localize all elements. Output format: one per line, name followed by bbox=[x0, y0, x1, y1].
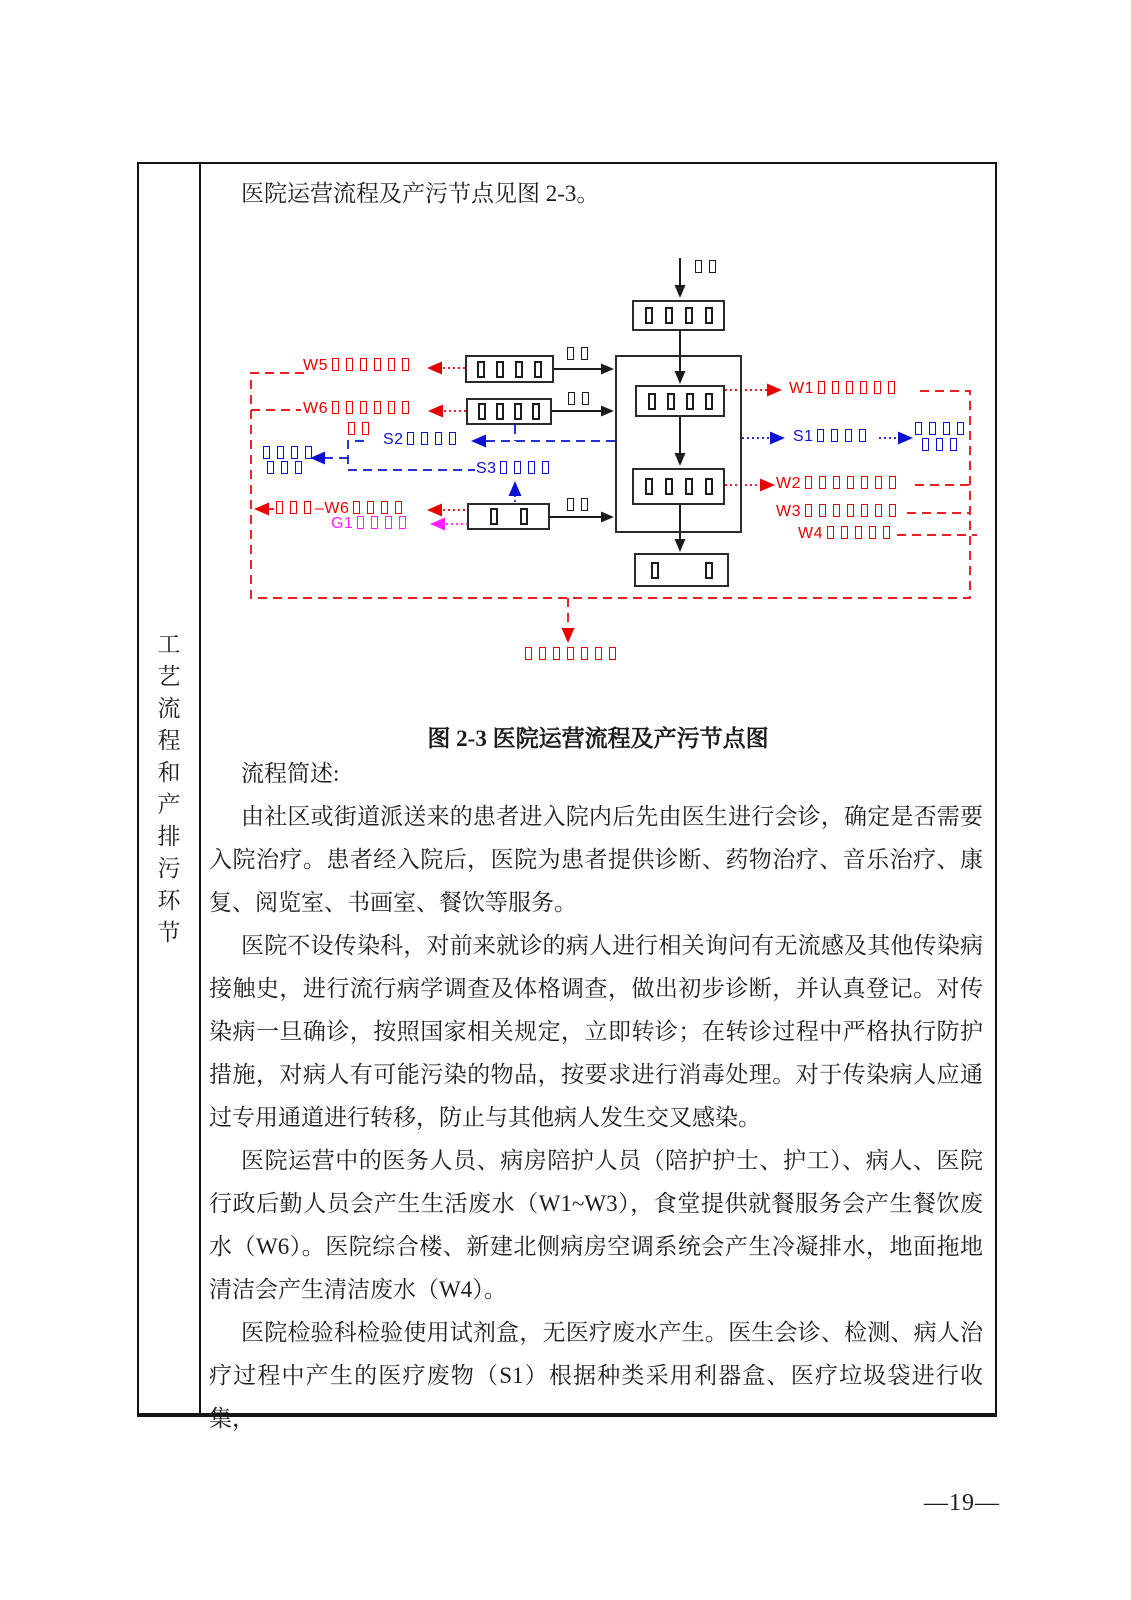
arrowhead-icon bbox=[562, 628, 575, 643]
missing-glyph-box bbox=[841, 526, 848, 539]
body-paragraph: 由社区或街道派送来的患者进入院内后先由医生进行会诊，确定是否需要入院治疗。患者经入院后，医院为患者提供诊断、药物治疗、音乐治疗、康复、阅览室、书画室、餐饮等服务。 bbox=[209, 804, 983, 915]
arrowhead-icon bbox=[254, 503, 269, 516]
label-right-store-line2 bbox=[918, 438, 960, 454]
missing-glyph-box bbox=[490, 508, 498, 525]
missing-glyph-box bbox=[353, 501, 360, 514]
missing-glyph-box bbox=[528, 461, 535, 474]
missing-glyph-box bbox=[332, 358, 339, 371]
figure-canvas bbox=[201, 240, 995, 680]
missing-glyph-box bbox=[667, 393, 675, 410]
missing-glyph-box bbox=[449, 432, 456, 445]
sidebar-label-char: 和 bbox=[157, 760, 181, 785]
sidebar-label-char: 产 bbox=[157, 792, 181, 817]
arrowhead-icon bbox=[675, 285, 686, 298]
label-text: S3 bbox=[476, 460, 497, 477]
missing-glyph-box bbox=[943, 422, 950, 435]
missing-glyph-box bbox=[645, 478, 653, 495]
missing-glyph-box bbox=[374, 401, 381, 414]
missing-glyph-box bbox=[367, 501, 374, 514]
missing-glyph-box bbox=[595, 647, 602, 660]
missing-glyph-box bbox=[818, 381, 825, 394]
label-s2 bbox=[383, 432, 460, 448]
missing-glyph-box bbox=[582, 392, 589, 405]
label-text: S2 bbox=[383, 431, 404, 448]
missing-glyph-box bbox=[371, 516, 378, 529]
missing-glyph-box bbox=[305, 446, 312, 459]
label-text: G1 bbox=[331, 515, 354, 532]
edge-label-2 bbox=[564, 392, 592, 408]
missing-glyph-box bbox=[831, 429, 838, 442]
label-grease-trap bbox=[272, 501, 314, 517]
label-w6-line2 bbox=[344, 422, 372, 438]
label-s3 bbox=[476, 461, 553, 477]
missing-glyph-box bbox=[832, 381, 839, 394]
missing-glyph-box bbox=[496, 361, 504, 378]
sidebar-label-char: 节 bbox=[157, 920, 181, 945]
missing-glyph-box bbox=[950, 438, 957, 451]
label-sewage-treatment bbox=[521, 647, 619, 663]
missing-glyph-box bbox=[567, 498, 574, 511]
intro-line: 医院运营流程及产污节点见图 2-3。 bbox=[241, 181, 600, 206]
arrowhead-icon bbox=[601, 364, 614, 375]
missing-glyph-box bbox=[346, 401, 353, 414]
missing-glyph-box bbox=[346, 358, 353, 371]
label-text: W6 bbox=[303, 400, 328, 417]
missing-glyph-box bbox=[957, 422, 964, 435]
missing-glyph-box bbox=[705, 478, 713, 495]
missing-glyph-box bbox=[695, 260, 702, 273]
arrowhead-icon bbox=[767, 384, 782, 397]
label-text: W3 bbox=[776, 503, 801, 520]
missing-glyph-box bbox=[685, 478, 693, 495]
sidebar-label-char: 环 bbox=[157, 888, 181, 913]
label-w3 bbox=[776, 504, 899, 520]
missing-glyph-box bbox=[332, 401, 339, 414]
page-number: —19— bbox=[924, 1490, 1000, 1516]
missing-glyph-box bbox=[360, 358, 367, 371]
missing-glyph-box bbox=[276, 501, 283, 514]
missing-glyph-box bbox=[845, 429, 852, 442]
missing-glyph-box bbox=[360, 401, 367, 414]
missing-glyph-box bbox=[567, 347, 574, 360]
missing-glyph-box bbox=[304, 501, 311, 514]
missing-glyph-box bbox=[875, 504, 882, 517]
label-g1 bbox=[331, 516, 409, 532]
arrowhead-icon bbox=[675, 539, 686, 552]
edge-label-3 bbox=[563, 498, 591, 514]
missing-glyph-box bbox=[859, 429, 866, 442]
sidebar-label-char: 排 bbox=[157, 824, 181, 849]
missing-glyph-box bbox=[542, 461, 549, 474]
missing-glyph-box bbox=[805, 476, 812, 489]
missing-glyph-box bbox=[435, 432, 442, 445]
flow-edges-svg bbox=[201, 240, 995, 680]
missing-glyph-box bbox=[609, 647, 616, 660]
label-top-input bbox=[691, 260, 719, 276]
missing-glyph-box bbox=[500, 461, 507, 474]
missing-glyph-box bbox=[922, 438, 929, 451]
missing-glyph-box bbox=[705, 307, 713, 324]
missing-glyph-box bbox=[362, 422, 369, 435]
missing-glyph-box bbox=[395, 501, 402, 514]
missing-glyph-box bbox=[399, 516, 406, 529]
arrowhead-icon bbox=[427, 504, 442, 517]
body-paragraph: 医院检验科检验使用试剂盒，无医疗废水产生。医生会诊、检测、病人治疗过程中产生的医疗废物（S1）根据种类采用利器盒、医疗垃圾袋进行收集， bbox=[209, 1320, 983, 1431]
arrowhead-icon bbox=[601, 512, 614, 523]
missing-glyph-box bbox=[520, 508, 528, 525]
label-text: W2 bbox=[776, 475, 801, 492]
missing-glyph-box bbox=[407, 432, 414, 445]
flow-container-box bbox=[615, 355, 742, 533]
missing-glyph-box bbox=[861, 476, 868, 489]
label-text: –W6 bbox=[315, 500, 350, 517]
missing-glyph-box bbox=[295, 461, 302, 474]
arrowhead-icon bbox=[428, 405, 443, 418]
label-text: S1 bbox=[793, 428, 814, 445]
label-text: W5 bbox=[303, 357, 328, 374]
missing-glyph-box bbox=[888, 381, 895, 394]
missing-glyph-box bbox=[929, 422, 936, 435]
missing-glyph-box bbox=[553, 647, 560, 660]
sidebar-label bbox=[158, 633, 181, 944]
missing-glyph-box bbox=[402, 401, 409, 414]
missing-glyph-box bbox=[477, 361, 485, 378]
missing-glyph-box bbox=[875, 476, 882, 489]
missing-glyph-box bbox=[567, 647, 574, 660]
missing-glyph-box bbox=[263, 446, 270, 459]
missing-glyph-box bbox=[421, 432, 428, 445]
missing-glyph-box bbox=[833, 504, 840, 517]
missing-glyph-box bbox=[525, 647, 532, 660]
missing-glyph-box bbox=[514, 461, 521, 474]
figure-caption: 图 2-3 医院运营流程及产污节点图 bbox=[427, 726, 769, 751]
missing-glyph-box bbox=[581, 347, 588, 360]
missing-glyph-box bbox=[581, 647, 588, 660]
missing-glyph-box bbox=[665, 478, 673, 495]
missing-glyph-box bbox=[478, 403, 486, 420]
sidebar-row-header bbox=[139, 164, 201, 1413]
label-text: W4 bbox=[798, 525, 823, 542]
flow-box-top bbox=[632, 300, 725, 331]
missing-glyph-box bbox=[539, 647, 546, 660]
missing-glyph-box bbox=[705, 393, 713, 410]
label-left-store-line1 bbox=[259, 446, 315, 462]
arrowhead-icon bbox=[427, 362, 442, 375]
missing-glyph-box bbox=[532, 403, 540, 420]
arrowhead-icon bbox=[430, 518, 445, 531]
missing-glyph-box bbox=[515, 361, 523, 378]
missing-glyph-box bbox=[267, 461, 274, 474]
missing-glyph-box bbox=[805, 504, 812, 517]
missing-glyph-box bbox=[645, 307, 653, 324]
sidebar-label-char: 流 bbox=[157, 696, 181, 721]
missing-glyph-box bbox=[709, 260, 716, 273]
missing-glyph-box bbox=[847, 476, 854, 489]
sidebar-label-char: 程 bbox=[157, 728, 181, 753]
label-w2 bbox=[776, 476, 899, 492]
missing-glyph-box bbox=[514, 403, 522, 420]
body-paragraph: 医院运营中的医务人员、病房陪护人员（陪护护士、护工）、病人、医院行政后勤人员会产生生活废水（W1~W3），食堂提供就餐服务会产生餐饮废水（W6）。医院综合楼、新建北侧病房空调系统会产生冷凝排水，地面拖地清洁会产生清洁废水（W4）。 bbox=[209, 1148, 983, 1302]
label-w5 bbox=[303, 358, 412, 374]
label-w6 bbox=[303, 401, 412, 417]
missing-glyph-box bbox=[685, 307, 693, 324]
missing-glyph-box bbox=[874, 381, 881, 394]
missing-glyph-box bbox=[860, 381, 867, 394]
label-w6b bbox=[315, 501, 405, 517]
missing-glyph-box bbox=[290, 501, 297, 514]
missing-glyph-box bbox=[847, 504, 854, 517]
missing-glyph-box bbox=[827, 526, 834, 539]
missing-glyph-box bbox=[915, 422, 922, 435]
missing-glyph-box bbox=[385, 516, 392, 529]
arrowhead-icon bbox=[601, 406, 614, 417]
label-text: W1 bbox=[789, 380, 814, 397]
feeder-box-1 bbox=[465, 355, 554, 383]
missing-glyph-box bbox=[534, 361, 542, 378]
missing-glyph-box bbox=[348, 422, 355, 435]
table-content-cell bbox=[201, 164, 995, 1431]
sidebar-label-char: 艺 bbox=[157, 664, 181, 689]
missing-glyph-box bbox=[648, 393, 656, 410]
missing-glyph-box bbox=[889, 476, 896, 489]
missing-glyph-box bbox=[665, 307, 673, 324]
body-paragraph: 流程简述: bbox=[241, 761, 340, 786]
missing-glyph-box bbox=[651, 562, 659, 579]
missing-glyph-box bbox=[855, 526, 862, 539]
arrowhead-icon bbox=[770, 432, 785, 445]
missing-glyph-box bbox=[869, 526, 876, 539]
missing-glyph-box bbox=[686, 393, 694, 410]
missing-glyph-box bbox=[705, 562, 713, 579]
edge-label-1 bbox=[563, 347, 591, 363]
label-right-store-line1 bbox=[911, 422, 967, 438]
arrowhead-icon bbox=[509, 481, 522, 496]
missing-glyph-box bbox=[402, 358, 409, 371]
body-paragraph: 医院不设传染科，对前来就诊的病人进行相关询问有无流感及其他传染病接触史，进行流行病学调查及体格调查，做出初步诊断，并认真登记。对传染病一旦确诊，按照国家相关规定，立即转诊；在转诊过程中严格执行防护措施，对病人有可能污染的物品，按要求进行消毒处理。对于传染病人应通过专用通道进行转移，防止与其他病人发生交叉感染。 bbox=[209, 933, 983, 1130]
missing-glyph-box bbox=[291, 446, 298, 459]
missing-glyph-box bbox=[388, 401, 395, 414]
label-w1 bbox=[789, 381, 898, 397]
body-text bbox=[209, 752, 983, 1440]
label-left-store-line2 bbox=[263, 461, 305, 477]
missing-glyph-box bbox=[281, 461, 288, 474]
missing-glyph-box bbox=[889, 504, 896, 517]
missing-glyph-box bbox=[374, 358, 381, 371]
report-table bbox=[137, 162, 997, 1431]
missing-glyph-box bbox=[357, 516, 364, 529]
label-s1 bbox=[793, 429, 870, 445]
missing-glyph-box bbox=[388, 358, 395, 371]
feeder-box-2 bbox=[466, 398, 552, 425]
label-w4 bbox=[798, 526, 893, 542]
missing-glyph-box bbox=[833, 476, 840, 489]
missing-glyph-box bbox=[861, 504, 868, 517]
missing-glyph-box bbox=[581, 498, 588, 511]
missing-glyph-box bbox=[496, 403, 504, 420]
flow-box-mid-1 bbox=[635, 385, 725, 417]
flow-box-mid-2 bbox=[632, 468, 725, 505]
arrowhead-icon bbox=[471, 435, 486, 448]
feeder-box-3 bbox=[467, 503, 550, 530]
missing-glyph-box bbox=[936, 438, 943, 451]
sidebar-label-char: 污 bbox=[157, 856, 181, 881]
missing-glyph-box bbox=[381, 501, 388, 514]
missing-glyph-box bbox=[568, 392, 575, 405]
flow-box-bottom bbox=[634, 553, 729, 587]
arrowhead-icon bbox=[760, 479, 775, 492]
missing-glyph-box bbox=[817, 429, 824, 442]
missing-glyph-box bbox=[819, 504, 826, 517]
sidebar-label-char: 工 bbox=[157, 632, 181, 657]
missing-glyph-box bbox=[846, 381, 853, 394]
missing-glyph-box bbox=[819, 476, 826, 489]
missing-glyph-box bbox=[277, 446, 284, 459]
missing-glyph-box bbox=[883, 526, 890, 539]
